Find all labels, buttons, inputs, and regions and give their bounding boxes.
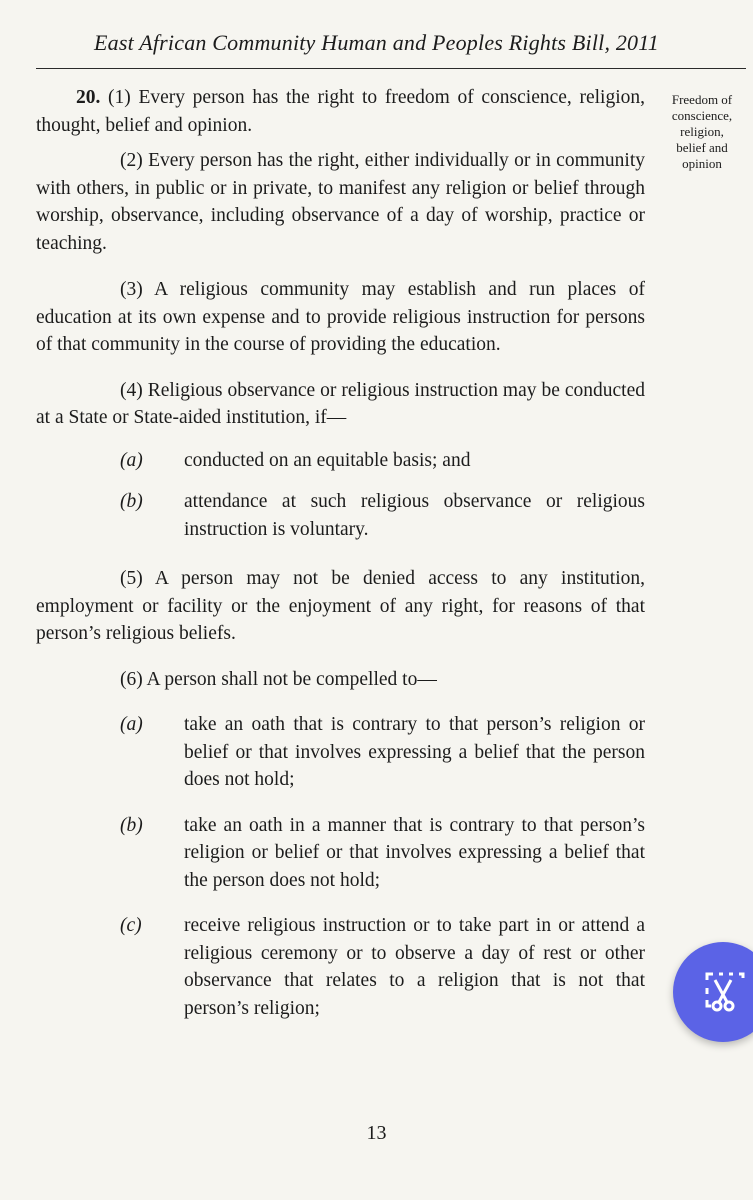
item-text: take an oath in a manner that is contrary to that person’s religion or belief or that involves expressing a belief that the person does not hold; xyxy=(184,814,645,891)
margin-note-line: religion, xyxy=(680,124,724,139)
header-rule xyxy=(36,68,746,69)
page-number: 13 xyxy=(366,1122,387,1144)
subsection-5: (5) A person may not be denied access to any institution, employment or facility or the enjoyment of any right, for reasons of that person’s religious beliefs. xyxy=(36,568,645,644)
section-number: 20. xyxy=(76,87,101,108)
item-text: receive religious instruction or to take part in or attend a religious ceremony or to observe a day of rest or other observance that relates to a religion that is not that person’s religion; xyxy=(184,915,645,1019)
list-item xyxy=(36,711,645,794)
section-body xyxy=(36,84,645,1022)
margin-note-line: Freedom of xyxy=(671,92,733,107)
item-label: (a) xyxy=(120,449,143,471)
page-header: East African Community Human and Peoples Rights Bill, 2011 xyxy=(93,30,660,55)
item-label: (a) xyxy=(120,714,143,735)
margin-note-line: conscience, xyxy=(671,108,733,123)
list-item xyxy=(36,447,645,475)
screenshot-edit-button[interactable] xyxy=(673,942,753,1042)
subsection-1-text: (1) Every person has the right to freedom of conscience, religion, thought, belief and opinion. xyxy=(36,87,645,136)
list-item xyxy=(36,488,645,543)
list-item xyxy=(36,912,645,1022)
item-label: (b) xyxy=(120,814,143,836)
item-label: (b) xyxy=(120,491,143,512)
subsection-2: (2) Every person has the right, either individually or in community with others, in public or in private, to manifest any religion or belief through worship, observance, including observance of a day of worship, practice or teaching. xyxy=(36,150,645,254)
margin-note-line: opinion xyxy=(682,156,722,171)
subsection-1 xyxy=(36,84,645,139)
scissors-crop-icon xyxy=(701,968,749,1016)
subsection-4: (4) Religious observance or religious instruction may be conducted at a State or State-aided institution, if— xyxy=(36,379,645,428)
item-label: (c) xyxy=(120,915,142,936)
subsection-6: (6) A person shall not be compelled to— xyxy=(120,668,437,690)
item-text: take an oath that is contrary to that person’s religion or belief or that involves expressing a belief that the person does not hold; xyxy=(184,714,645,790)
item-text: attendance at such religious observance or religious instruction is voluntary. xyxy=(184,491,645,540)
subsection-3: (3) A religious community may establish and run places of education at its own expense and to provide religious instruction for persons of that community in the course of providing the education. xyxy=(36,279,645,355)
margin-note xyxy=(654,92,750,172)
list-item xyxy=(36,812,645,895)
margin-note-line: belief and xyxy=(676,140,728,155)
item-text: conducted on an equitable basis; and xyxy=(184,449,471,471)
